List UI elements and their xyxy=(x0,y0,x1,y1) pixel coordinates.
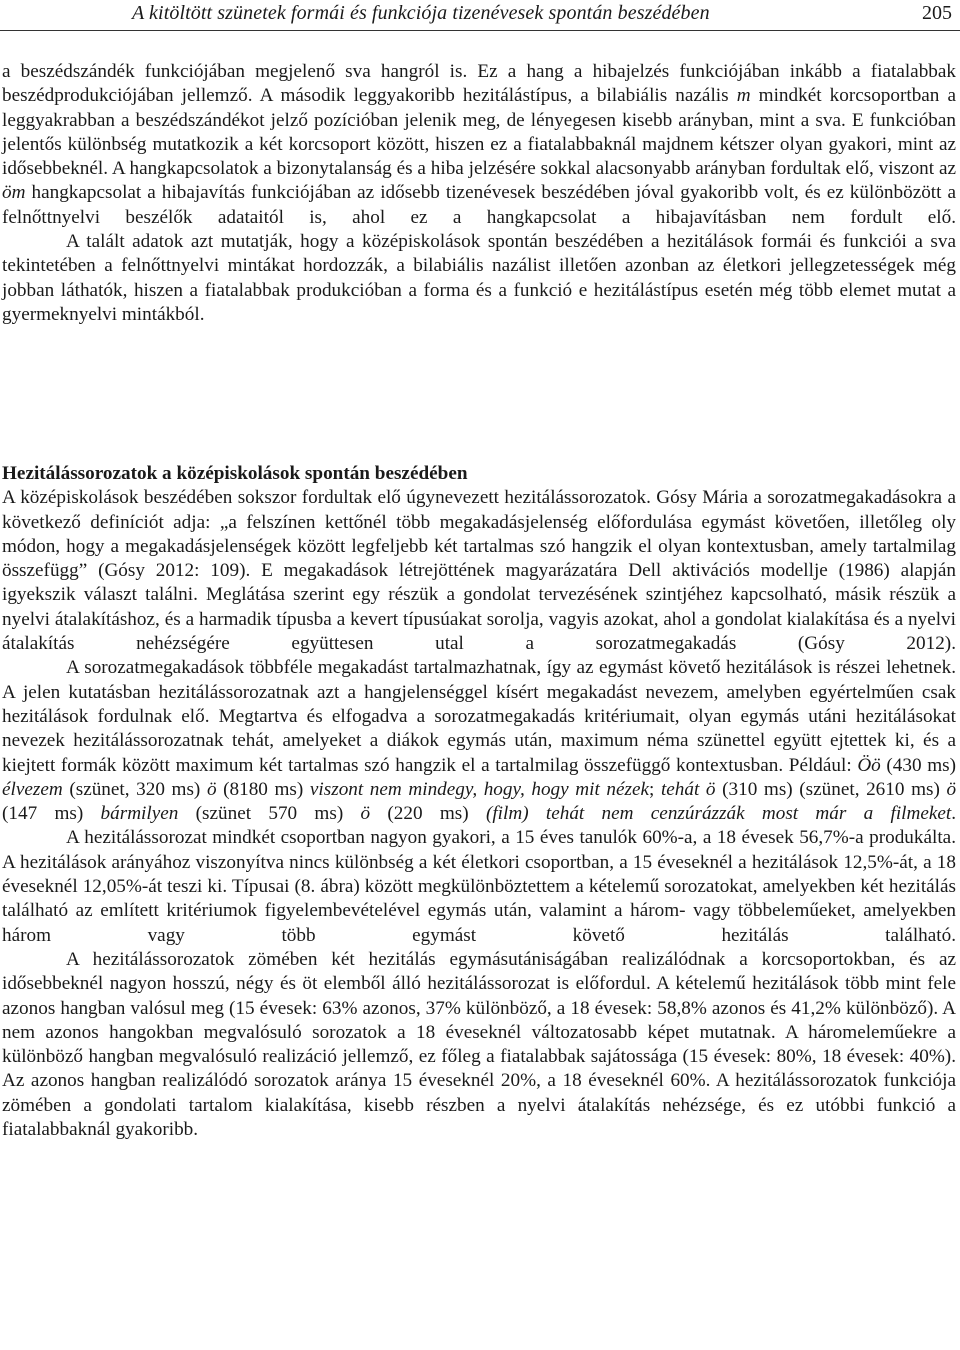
paragraph-frequency: A hezitálássorozat mindkét csoportban nagyon gyakori, a 15 éves tanulók 60%-a, a 18 évesek 56,7%-a produkálta. A hezitálások arányához viszonyítva nincs különbség a két életkori csoportban, a 15 éveseknél a hezitálások 12,5%-át, a 18 éveseknél 12,05%-át teszi ki. Típusai (8. ábra) között megkülönböztettem a kételemű sorozatokat, amelyekben két hezitálás található az említett kritériumok figyelembevételével egymás után, valamint a három- vagy többeleműeket, amelyekben három vagy több egymást követő hezitálás található. xyxy=(2,827,956,946)
paragraph-types: A hezitálássorozatok zömében két hezitálás egymásutániságában realizálódnak a korcsoportokban, és az idősebbeknél nagyon hosszú, négy és öt elemből álló hezitálássorozat is előfordul. A kételemű hezitálások több mint fele azonos hangban valósul meg (15 évesek: 63% azonos, 37% különböző, a 18 évesek: 58,8% azonos és 41,2% különböző). A nem azonos hangokban megvalósuló sorozatok a 18 éveseknél változatosabb képet mutatnak. A háromeleműekre a különböző hangban megvalósuló realizáció jellemző, ez főleg a fiatalabbak sajátossága (15 évesek: 80%, 18 évesek: 40%). Az azonos hangban realizálódó sorozatok aránya 15 éveseknél 20%, a 18 éveseknél 60%. A hezitálássorozatok funkciója zömében a gondolati tartalom kialakítása, kisebb részben a nyelvi átalakítás nehézsége, és ez utóbbi funkció a fiatalabbaknál gyakoribb. xyxy=(2,948,956,1141)
running-header xyxy=(0,0,960,31)
paragraph-findings: A talált adatok azt mutatják, hogy a középiskolások spontán beszédében a hezitálások formái és funkciói a sva tekintetében a felnőttnyelvi mintákat hordozzák, a bilabiális nazálist illetően azonban az életkori jellegzetességek még jobban láthatók, hiszen a fiatalabbak produkcióban a forma és a funkció e hezitálástípus esetén még több elemet mutat a gyermeknyelvi mintákból. xyxy=(2,231,956,325)
section-heading: Hezitálássorozatok a középiskolások spontán beszédében xyxy=(2,463,468,484)
text-block-section xyxy=(2,462,956,1142)
paragraph-sva-conclusion: a beszédszándék funkciójában megjelenő sva hangról is. Ez a hang a hibajelzés funkciójában inkább a fiatalabbak beszédprodukciójában jellemző. A második leggyakoribb hezitálástípus, a bilabiális nazális m mindkét korcsoportban a leggyakrabban a beszédszándékot jelző pozícióban jelenik meg, de lényegesen kisebb arányban, mint a sva. E funkcióban jelentős különbség mutatkozik a két korcsoport között, hiszen ez a fiatalabbaknál majdnem kétszer olyan gyakori, mint az idősebbeknél. A hangkapcsolatok a bizonytalanság és a hiba jelzésére sokkal alacsonyabb arányban fordultak elő, viszont az öm hangkapcsolat a hibajavítás funkciójában az idősebb tizenévesek beszédében jóval gyakoribb volt, és ez különbözött a felnőttnyelvi beszélők adataitól is, ahol ez a hangkapcsolat a hibajavításban nem fordult elő. xyxy=(2,61,957,228)
paragraph-definition: A középiskolások beszédében sokszor fordultak elő úgynevezett hezitálássorozatok. Gósy Mária a sorozatmegakadásokra a következő definíciót adja: „a felszínen kettőnél több megakadásjelenség előfordulása egymást követően, illetőleg oly módon, hogy a megakadásjelenségek között legfeljebb két tartalmas szó hangzik el olyan kontextusban, amely tartalmilag összefügg” (Gósy 2012: 109). E megakadások létrejöttének magyarázatára Dell aktivációs modellje (1986) alapján igyekszik választ találni. Meglátása szerint egy részük a gondolat tervezésének szintjéhez kapcsolható, másik részük a nyelvi átalakításhoz, és a harmadik típusba a kevert típusúakat sorolja, vagyis azokat, ahol a gondolat kialakítása és a nyelvi átalakítás nehézségére együttesen utal a sorozatmegakadás (Gósy 2012). xyxy=(2,487,956,655)
running-title: A kitöltött szünetek formái és funkciója tizenévesek spontán beszédében xyxy=(132,2,710,24)
page-number: 205 xyxy=(922,2,952,24)
paragraph-criteria: A sorozatmegakadások többféle megakadást tartalmazhatnak, így az egymást követő hezitálások is részei lehetnek. A jelen kutatásban hezitálássorozatnak azt a hangjelenséggel kísért megakadást nevezem, amelyben egyértelműen csak hezitálások fordulnak elő. Megtartva és elfogadva a sorozatmegakadás kritériumait, olyan egymás utáni hezitálásokat nevezek hezitálássorozatnak tehát, amelyeket a diákok egymás után, maximum néma szünettel együtt ejtettek ki, és a kiejtett formák között maximum két tartalmas szó hangzik el a tartalmilag összefüggő kontextusban. Például: Öö (430 ms) élvezem (szünet, 320 ms) ö (8180 ms) viszont nem mindegy, hogy, hogy mit nézek; tehát ö (310 ms) (szünet, 2610 ms) ö (147 ms) bármilyen (szünet 570 ms) ö (220 ms) (film) tehát nem cenzúrázzák most már a filmeket. xyxy=(2,657,957,825)
text-block-top xyxy=(2,60,956,327)
